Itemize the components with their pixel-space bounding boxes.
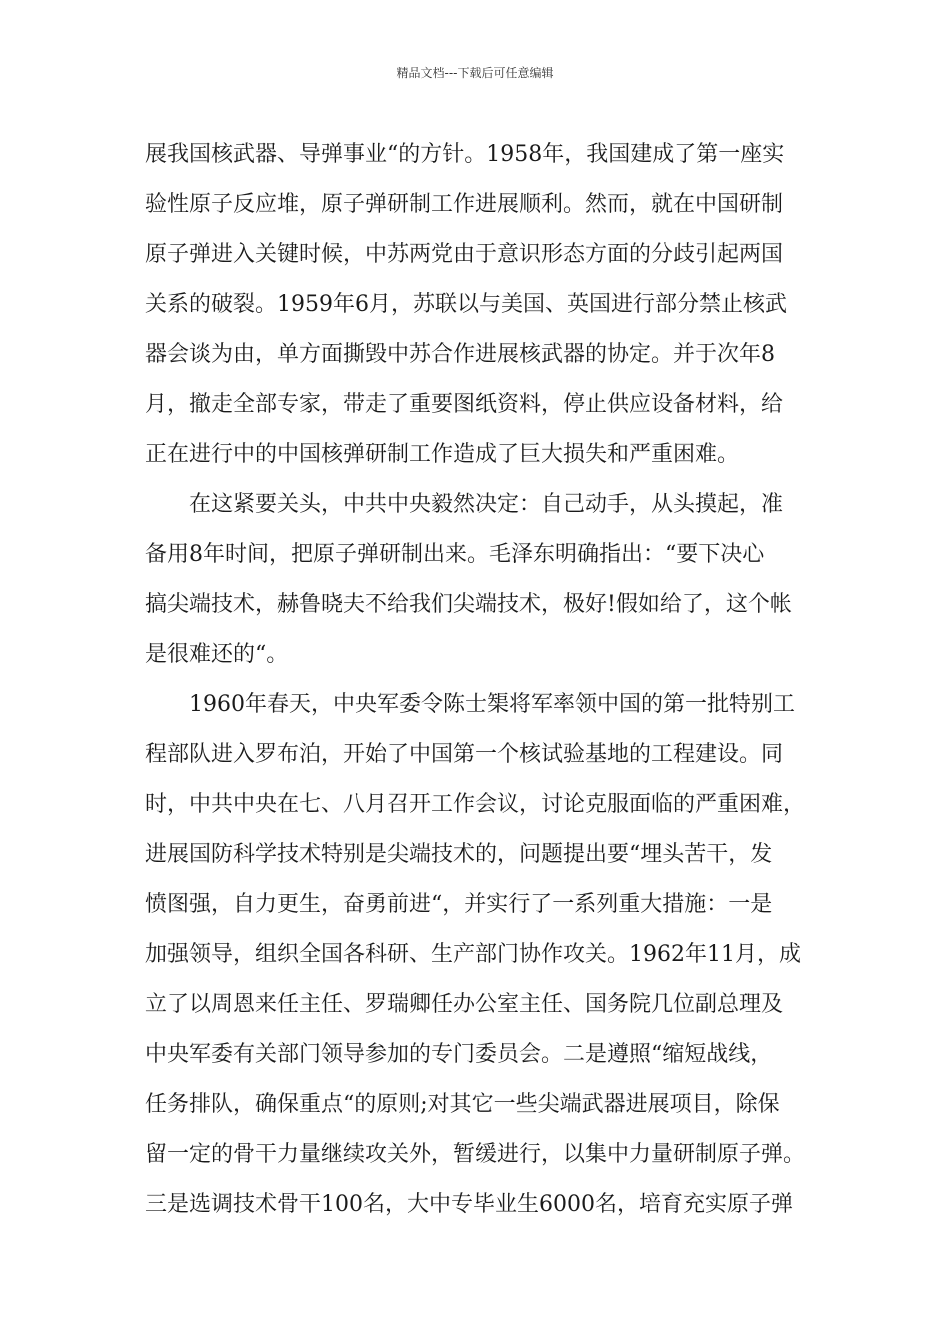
text-line: 正在进行中的中国核弹研制工作造成了巨大损失和严重困难。 (145, 442, 740, 467)
text-line: 月，撤走全部专家，带走了重要图纸资料，停止供应设备材料，给 (145, 392, 784, 417)
text-line: 展我国核武器、导弹事业“的方针。1958年，我国建成了第一座实 (145, 142, 785, 167)
text-line: 时，中共中央在七、八月召开工作会议，讨论克服面临的严重困难， (145, 792, 806, 817)
text-line: 进展国防科学技术特别是尖端技术的，问题提出要“埋头苦干，发 (145, 842, 773, 867)
page-header: 精品文档---下载后可任意编辑 (396, 66, 554, 80)
text-line: 验性原子反应堆，原子弹研制工作进展顺利。然而，就在中国研制 (145, 192, 784, 217)
text-line: 三是选调技术骨干100名，大中专毕业生6000名，培育充实原子弹 (145, 1192, 793, 1217)
text-line: 关系的破裂。1959年6月，苏联以与美国、英国进行部分禁止核武 (145, 292, 787, 317)
text-line: 留一定的骨干力量继续攻关外，暂缓进行，以集中力量研制原子弹。 (145, 1142, 806, 1167)
text-line: 搞尖端技术，赫鲁晓夫不给我们尖端技术，极好!假如给了，这个帐 (145, 592, 792, 617)
document-body (145, 130, 835, 1230)
text-line: 加强领导，组织全国各科研、生产部门协作攻关。1962年11月，成 (145, 942, 801, 967)
text-line: 任务排队，确保重点“的原则;对其它一些尖端武器进展项目，除保 (145, 1092, 780, 1117)
text-line: 在这紧要关头，中共中央毅然决定：自己动手，从头摸起，准 (145, 492, 784, 517)
text-line: 备用8年时间，把原子弹研制出来。毛泽东明确指出：“要下决心 (145, 542, 765, 567)
text-line: 中央军委有关部门领导参加的专门委员会。二是遵照“缩短战线， (145, 1042, 773, 1067)
text-line: 器会谈为由，单方面撕毁中苏合作进展核武器的协定。并于次年8 (145, 342, 775, 367)
text-line: 程部队进入罗布泊，开始了中国第一个核试验基地的工程建设。同 (145, 742, 784, 767)
text-line: 是很难还的“。 (145, 642, 289, 667)
text-line: 原子弹进入关键时候，中苏两党由于意识形态方面的分歧引起两国 (145, 242, 784, 267)
text-line: 立了以周恩来任主任、罗瑞卿任办公室主任、国务院几位副总理及 (145, 992, 784, 1017)
text-line: 愤图强，自力更生，奋勇前进“，并实行了一系列重大措施：一是 (145, 892, 773, 917)
text-line: 1960年春天，中央军委令陈士榘将军率领中国的第一批特别工 (145, 692, 795, 717)
